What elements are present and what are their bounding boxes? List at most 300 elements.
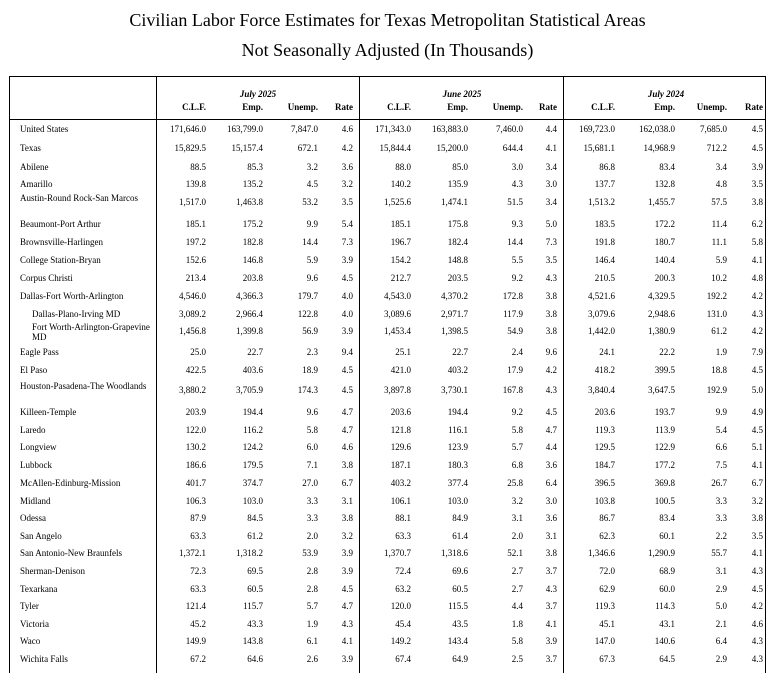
table-cell: 143.4 xyxy=(447,636,468,646)
table-cell: 187.1 xyxy=(390,460,411,470)
table-cell: 3.4 xyxy=(545,197,557,207)
table-cell: 4.5 xyxy=(306,179,318,189)
table-cell: 399.5 xyxy=(654,365,675,375)
table-cell: 403.2 xyxy=(447,365,468,375)
area-name: Midland xyxy=(20,496,51,506)
area-name: Tyler xyxy=(20,601,39,611)
table-cell: 140.6 xyxy=(654,636,675,646)
table-cell: 24.1 xyxy=(599,347,615,357)
table-cell: 15,681.1 xyxy=(583,143,615,153)
table-cell: 2.7 xyxy=(511,566,523,576)
table-cell: 1,513.2 xyxy=(588,197,615,207)
table-cell: 213.4 xyxy=(185,273,206,283)
table-cell: 119.3 xyxy=(595,425,615,435)
table-cell: 61.2 xyxy=(247,531,263,541)
table-cell: 51.5 xyxy=(507,197,523,207)
table-cell: 1,318.2 xyxy=(236,548,263,558)
table-cell: 3.8 xyxy=(341,513,353,523)
table-cell: 3,079.6 xyxy=(588,309,615,319)
table-cell: 45.1 xyxy=(599,619,615,629)
column-header: Emp. xyxy=(242,102,263,112)
table-cell: 192.2 xyxy=(706,291,727,301)
table-cell: 85.3 xyxy=(247,162,263,172)
table-cell: 171,343.0 xyxy=(375,124,411,134)
table-cell: 53.9 xyxy=(302,548,318,558)
table-cell: 22.2 xyxy=(659,347,675,357)
table-cell: 1,442.0 xyxy=(588,326,615,336)
table-cell: 169,723.0 xyxy=(579,124,615,134)
table-cell: 11.1 xyxy=(711,237,727,247)
table-cell: 4.3 xyxy=(751,654,763,664)
table-cell: 3.9 xyxy=(545,636,557,646)
table-cell: 129.5 xyxy=(594,442,615,452)
table-cell: 103.0 xyxy=(242,496,263,506)
area-name: Victoria xyxy=(20,619,49,629)
table-cell: 3.0 xyxy=(545,179,557,189)
table-cell: 154.2 xyxy=(390,255,411,265)
table-cell: 5.5 xyxy=(511,255,523,265)
table-cell: 4.5 xyxy=(341,584,353,594)
table-cell: 9.2 xyxy=(511,407,523,417)
area-name: Eagle Pass xyxy=(20,347,59,357)
table-cell: 114.3 xyxy=(655,601,675,611)
table-cell: 3.3 xyxy=(715,496,727,506)
table-cell: 14.4 xyxy=(507,237,523,247)
table-cell: 3.7 xyxy=(545,566,557,576)
table-cell: 146.4 xyxy=(594,255,615,265)
table-cell: 1,456.8 xyxy=(179,326,206,336)
table-cell: 149.2 xyxy=(390,636,411,646)
table-cell: 17.9 xyxy=(507,365,523,375)
table-cell: 135.9 xyxy=(447,179,468,189)
table-cell: 1,474.1 xyxy=(441,197,468,207)
table-cell: 5.0 xyxy=(715,601,727,611)
table-cell: 5.8 xyxy=(306,425,318,435)
table-cell: 194.4 xyxy=(242,407,263,417)
table-cell: 210.5 xyxy=(594,273,615,283)
table-cell: 2,948.6 xyxy=(648,309,675,319)
table-cell: 3.3 xyxy=(715,513,727,523)
table-cell: 43.5 xyxy=(452,619,468,629)
table-cell: 193.7 xyxy=(654,407,675,417)
table-cell: 194.4 xyxy=(447,407,468,417)
table-cell: 7.1 xyxy=(306,460,318,470)
table-cell: 4.1 xyxy=(545,143,557,153)
table-cell: 2.9 xyxy=(715,584,727,594)
table-cell: 63.3 xyxy=(395,531,411,541)
table-cell: 130.2 xyxy=(185,442,206,452)
table-cell: 5.1 xyxy=(751,442,763,452)
table-cell: 3.0 xyxy=(511,162,523,172)
table-cell: 25.1 xyxy=(395,347,411,357)
table-cell: 418.2 xyxy=(594,365,615,375)
table-cell: 10.2 xyxy=(711,273,727,283)
table-cell: 1,525.6 xyxy=(384,197,411,207)
table-cell: 3.8 xyxy=(545,326,557,336)
table-cell: 140.2 xyxy=(390,179,411,189)
table-cell: 4.3 xyxy=(545,385,557,395)
table-cell: 106.3 xyxy=(185,496,206,506)
table-cell: 4.6 xyxy=(341,124,353,134)
table-cell: 4.2 xyxy=(751,291,763,301)
table-cell: 203.6 xyxy=(594,407,615,417)
area-name: Texarkana xyxy=(20,584,58,594)
area-name: Sherman-Denison xyxy=(20,566,85,576)
table-cell: 113.9 xyxy=(655,425,675,435)
table-cell: 2.8 xyxy=(306,584,318,594)
table-cell: 1,346.6 xyxy=(588,548,615,558)
table-cell: 174.3 xyxy=(297,385,318,395)
table-cell: 4.9 xyxy=(751,407,763,417)
table-cell: 3.5 xyxy=(751,179,763,189)
table-cell: 4.8 xyxy=(751,273,763,283)
table-cell: 4.2 xyxy=(751,326,763,336)
table-cell: 421.0 xyxy=(390,365,411,375)
table-cell: 4,521.6 xyxy=(588,291,615,301)
column-header: C.L.F. xyxy=(182,102,206,112)
table-cell: 4.7 xyxy=(341,407,353,417)
table-cell: 11.4 xyxy=(711,219,727,229)
table-cell: 4.3 xyxy=(751,309,763,319)
table-cell: 9.9 xyxy=(306,219,318,229)
table-cell: 3.9 xyxy=(341,566,353,576)
table-cell: 172.8 xyxy=(502,291,523,301)
table-cell: 123.9 xyxy=(447,442,468,452)
table-cell: 124.2 xyxy=(242,442,263,452)
table-cell: 106.1 xyxy=(390,496,411,506)
area-name: Waco xyxy=(20,636,41,646)
table-cell: 25.0 xyxy=(190,347,206,357)
table-cell: 4,543.0 xyxy=(384,291,411,301)
area-name: Texas xyxy=(20,143,41,153)
table-cell: 7.3 xyxy=(545,237,557,247)
table-cell: 3.1 xyxy=(715,566,727,576)
table-cell: 88.1 xyxy=(395,513,411,523)
table-cell: 3.8 xyxy=(545,291,557,301)
table-cell: 52.1 xyxy=(507,548,523,558)
table-cell: 1.8 xyxy=(511,619,523,629)
area-name: McAllen-Edinburg-Mission xyxy=(20,478,121,488)
table-cell: 200.3 xyxy=(654,273,675,283)
table-cell: 3.2 xyxy=(341,531,353,541)
column-divider xyxy=(359,76,360,673)
table-cell: 67.2 xyxy=(190,654,206,664)
table-cell: 203.8 xyxy=(242,273,263,283)
table-cell: 3.3 xyxy=(306,513,318,523)
column-header: Unemp. xyxy=(287,102,318,112)
table-cell: 163,799.0 xyxy=(227,124,263,134)
table-cell: 64.9 xyxy=(452,654,468,664)
table-cell: 43.3 xyxy=(247,619,263,629)
table-cell: 9.3 xyxy=(511,219,523,229)
table-cell: 2.1 xyxy=(715,619,727,629)
table-cell: 62.9 xyxy=(599,584,615,594)
table-cell: 60.5 xyxy=(452,584,468,594)
table-cell: 86.7 xyxy=(599,513,615,523)
table-cell: 5.8 xyxy=(511,425,523,435)
table-cell: 3,647.5 xyxy=(648,385,675,395)
table-cell: 182.4 xyxy=(447,237,468,247)
table-cell: 83.4 xyxy=(659,513,675,523)
table-cell: 3,840.4 xyxy=(588,385,615,395)
table-cell: 2.0 xyxy=(306,531,318,541)
table-cell: 45.4 xyxy=(395,619,411,629)
table-cell: 162,038.0 xyxy=(639,124,675,134)
table-cell: 4.5 xyxy=(341,385,353,395)
table-cell: 53.2 xyxy=(302,197,318,207)
table-cell: 9.6 xyxy=(306,407,318,417)
table-cell: 1,517.0 xyxy=(179,197,206,207)
table-cell: 184.7 xyxy=(594,460,615,470)
table-cell: 369.8 xyxy=(654,478,675,488)
table-cell: 119.3 xyxy=(595,601,615,611)
table-cell: 69.6 xyxy=(452,566,468,576)
table-cell: 3.8 xyxy=(341,460,353,470)
table-cell: 137.7 xyxy=(594,179,615,189)
table-cell: 26.7 xyxy=(711,478,727,488)
table-cell: 83.4 xyxy=(659,162,675,172)
table-cell: 4.3 xyxy=(751,566,763,576)
table-cell: 6.4 xyxy=(715,636,727,646)
table-cell: 9.9 xyxy=(715,407,727,417)
table-cell: 4.8 xyxy=(715,179,727,189)
column-header: Unemp. xyxy=(492,102,523,112)
table-cell: 67.3 xyxy=(599,654,615,664)
table-cell: 122.9 xyxy=(654,442,675,452)
table-cell: 14.4 xyxy=(302,237,318,247)
table-cell: 60.1 xyxy=(659,531,675,541)
table-cell: 116.2 xyxy=(243,425,263,435)
area-name: Amarillo xyxy=(20,179,53,189)
table-cell: 5.8 xyxy=(751,237,763,247)
area-name: San Angelo xyxy=(20,531,62,541)
table-cell: 3.4 xyxy=(545,162,557,172)
table-cell: 6.6 xyxy=(715,442,727,452)
period-header: July 2025 xyxy=(239,89,277,99)
table-cell: 5.0 xyxy=(751,385,763,395)
table-cell: 1,453.4 xyxy=(384,326,411,336)
column-header: Emp. xyxy=(447,102,468,112)
table-cell: 179.7 xyxy=(297,291,318,301)
table-cell: 2.4 xyxy=(511,347,523,357)
table-cell: 63.3 xyxy=(190,584,206,594)
table-cell: 185.1 xyxy=(390,219,411,229)
table-cell: 3,089.2 xyxy=(179,309,206,319)
table-cell: 56.9 xyxy=(302,326,318,336)
table-cell: 1,380.9 xyxy=(648,326,675,336)
table-cell: 4.3 xyxy=(545,584,557,594)
table-cell: 1,399.8 xyxy=(236,326,263,336)
table-cell: 84.5 xyxy=(247,513,263,523)
table-cell: 4.4 xyxy=(545,124,557,134)
area-name: Dallas-Fort Worth-Arlington xyxy=(20,291,124,301)
table-cell: 3.5 xyxy=(751,531,763,541)
table-cell: 4.4 xyxy=(545,442,557,452)
table-cell: 3.2 xyxy=(511,496,523,506)
table-cell: 177.2 xyxy=(654,460,675,470)
table-cell: 3.6 xyxy=(341,162,353,172)
table-cell: 4,370.2 xyxy=(441,291,468,301)
column-header: C.L.F. xyxy=(591,102,615,112)
table-cell: 149.9 xyxy=(185,636,206,646)
area-name: Abilene xyxy=(20,162,49,172)
table-cell: 1,455.7 xyxy=(648,197,675,207)
table-cell: 1,463.8 xyxy=(236,197,263,207)
table-cell: 183.5 xyxy=(594,219,615,229)
table-cell: 4.7 xyxy=(545,425,557,435)
table-cell: 103.8 xyxy=(594,496,615,506)
table-cell: 116.1 xyxy=(448,425,468,435)
table-cell: 4.1 xyxy=(341,636,353,646)
table-cell: 4.5 xyxy=(341,365,353,375)
table-cell: 4.5 xyxy=(751,425,763,435)
table-cell: 6.7 xyxy=(341,478,353,488)
table-cell: 3.9 xyxy=(341,255,353,265)
table-cell: 3,880.2 xyxy=(179,385,206,395)
table-cell: 25.8 xyxy=(507,478,523,488)
table-cell: 7,460.0 xyxy=(496,124,523,134)
table-cell: 4,366.3 xyxy=(236,291,263,301)
table-cell: 403.6 xyxy=(242,365,263,375)
table-cell: 100.5 xyxy=(654,496,675,506)
table-cell: 191.8 xyxy=(594,237,615,247)
column-header: Rate xyxy=(335,102,353,112)
table-cell: 122.8 xyxy=(297,309,318,319)
table-cell: 4.6 xyxy=(341,442,353,452)
table-cell: 2.7 xyxy=(511,584,523,594)
table-cell: 3.6 xyxy=(545,513,557,523)
table-cell: 22.7 xyxy=(247,347,263,357)
table-cell: 15,829.5 xyxy=(174,143,206,153)
table-cell: 203.5 xyxy=(447,273,468,283)
table-cell: 3,705.9 xyxy=(236,385,263,395)
table-cell: 396.5 xyxy=(594,478,615,488)
area-name: Houston-Pasadena-The Woodlands xyxy=(20,381,147,391)
table-cell: 87.9 xyxy=(190,513,206,523)
table-cell: 3.9 xyxy=(341,326,353,336)
table-cell: 61.2 xyxy=(711,326,727,336)
table-cell: 152.6 xyxy=(185,255,206,265)
period-header: June 2025 xyxy=(442,89,482,99)
table-cell: 1,290.9 xyxy=(648,548,675,558)
table-cell: 146.8 xyxy=(242,255,263,265)
table-cell: 131.0 xyxy=(706,309,727,319)
column-header: Rate xyxy=(539,102,557,112)
table-cell: 3.3 xyxy=(306,496,318,506)
table-cell: 9.6 xyxy=(545,347,557,357)
table-cell: 9.4 xyxy=(341,347,353,357)
table-cell: 86.8 xyxy=(599,162,615,172)
table-cell: 15,844.4 xyxy=(379,143,411,153)
table-cell: 7.3 xyxy=(341,237,353,247)
table-cell: 2,971.7 xyxy=(441,309,468,319)
table-cell: 175.8 xyxy=(447,219,468,229)
table-cell: 63.2 xyxy=(395,584,411,594)
table-cell: 4.3 xyxy=(545,273,557,283)
table-cell: 6.2 xyxy=(751,219,763,229)
table-cell: 4.1 xyxy=(751,548,763,558)
table-cell: 5.7 xyxy=(306,601,318,611)
table-cell: 3.7 xyxy=(545,601,557,611)
table-cell: 185.1 xyxy=(185,219,206,229)
table-cell: 7.5 xyxy=(715,460,727,470)
table-cell: 196.7 xyxy=(390,237,411,247)
header-separator xyxy=(9,119,766,120)
table-cell: 14,968.9 xyxy=(643,143,675,153)
area-name: Lubbock xyxy=(20,460,52,470)
table-cell: 5.9 xyxy=(306,255,318,265)
area-name: Longview xyxy=(20,442,57,452)
table-cell: 179.5 xyxy=(242,460,263,470)
table-cell: 72.0 xyxy=(599,566,615,576)
table-cell: 27.0 xyxy=(302,478,318,488)
table-cell: 2.8 xyxy=(306,566,318,576)
table-cell: 88.5 xyxy=(190,162,206,172)
area-name: Fort Worth-Arlington-Grapevine MD xyxy=(32,322,150,342)
table-cell: 3.7 xyxy=(545,654,557,664)
table-cell: 203.9 xyxy=(185,407,206,417)
table-cell: 4.1 xyxy=(751,255,763,265)
table-cell: 4.5 xyxy=(751,365,763,375)
table-cell: 64.6 xyxy=(247,654,263,664)
table-cell: 5.8 xyxy=(511,636,523,646)
table-cell: 4.6 xyxy=(751,619,763,629)
table-cell: 122.0 xyxy=(185,425,206,435)
area-name: United States xyxy=(20,124,69,134)
table-cell: 3.8 xyxy=(751,513,763,523)
table-cell: 5.0 xyxy=(545,219,557,229)
table-cell: 374.7 xyxy=(242,478,263,488)
table-cell: 180.7 xyxy=(654,237,675,247)
table-cell: 5.7 xyxy=(511,442,523,452)
table-cell: 3.5 xyxy=(341,197,353,207)
column-header: C.L.F. xyxy=(387,102,411,112)
table-cell: 163,883.0 xyxy=(432,124,468,134)
table-cell: 1,370.7 xyxy=(384,548,411,558)
table-cell: 401.7 xyxy=(185,478,206,488)
page-subtitle: Not Seasonally Adjusted (In Thousands) xyxy=(241,40,534,60)
table-cell: 186.6 xyxy=(185,460,206,470)
table-cell: 72.4 xyxy=(395,566,411,576)
table-cell: 15,200.0 xyxy=(436,143,468,153)
table-cell: 192.9 xyxy=(706,385,727,395)
area-name: Brownsville-Harlingen xyxy=(20,237,103,247)
table-cell: 2,966.4 xyxy=(236,309,263,319)
table-cell: 60.5 xyxy=(247,584,263,594)
table-cell: 4,329.5 xyxy=(648,291,675,301)
table-cell: 175.2 xyxy=(242,219,263,229)
area-name: Killeen-Temple xyxy=(20,407,77,417)
table-cell: 712.2 xyxy=(706,143,727,153)
table-cell: 69.5 xyxy=(247,566,263,576)
table-cell: 7.9 xyxy=(751,347,763,357)
table-cell: 1,318.6 xyxy=(441,548,468,558)
table-cell: 57.5 xyxy=(711,197,727,207)
table-cell: 203.6 xyxy=(390,407,411,417)
table-cell: 2.3 xyxy=(306,347,318,357)
table-cell: 5.4 xyxy=(715,425,727,435)
area-name: El Paso xyxy=(20,365,48,375)
table-cell: 3,730.1 xyxy=(441,385,468,395)
table-cell: 15,157.4 xyxy=(231,143,263,153)
table-cell: 3.2 xyxy=(751,496,763,506)
table-cell: 6.0 xyxy=(306,442,318,452)
table-cell: 1.9 xyxy=(306,619,318,629)
page-title: Civilian Labor Force Estimates for Texas Metropolitan Statistical Areas xyxy=(129,10,646,30)
column-divider xyxy=(563,76,564,673)
area-name: Corpus Christi xyxy=(20,273,73,283)
table-cell: 3.6 xyxy=(545,460,557,470)
